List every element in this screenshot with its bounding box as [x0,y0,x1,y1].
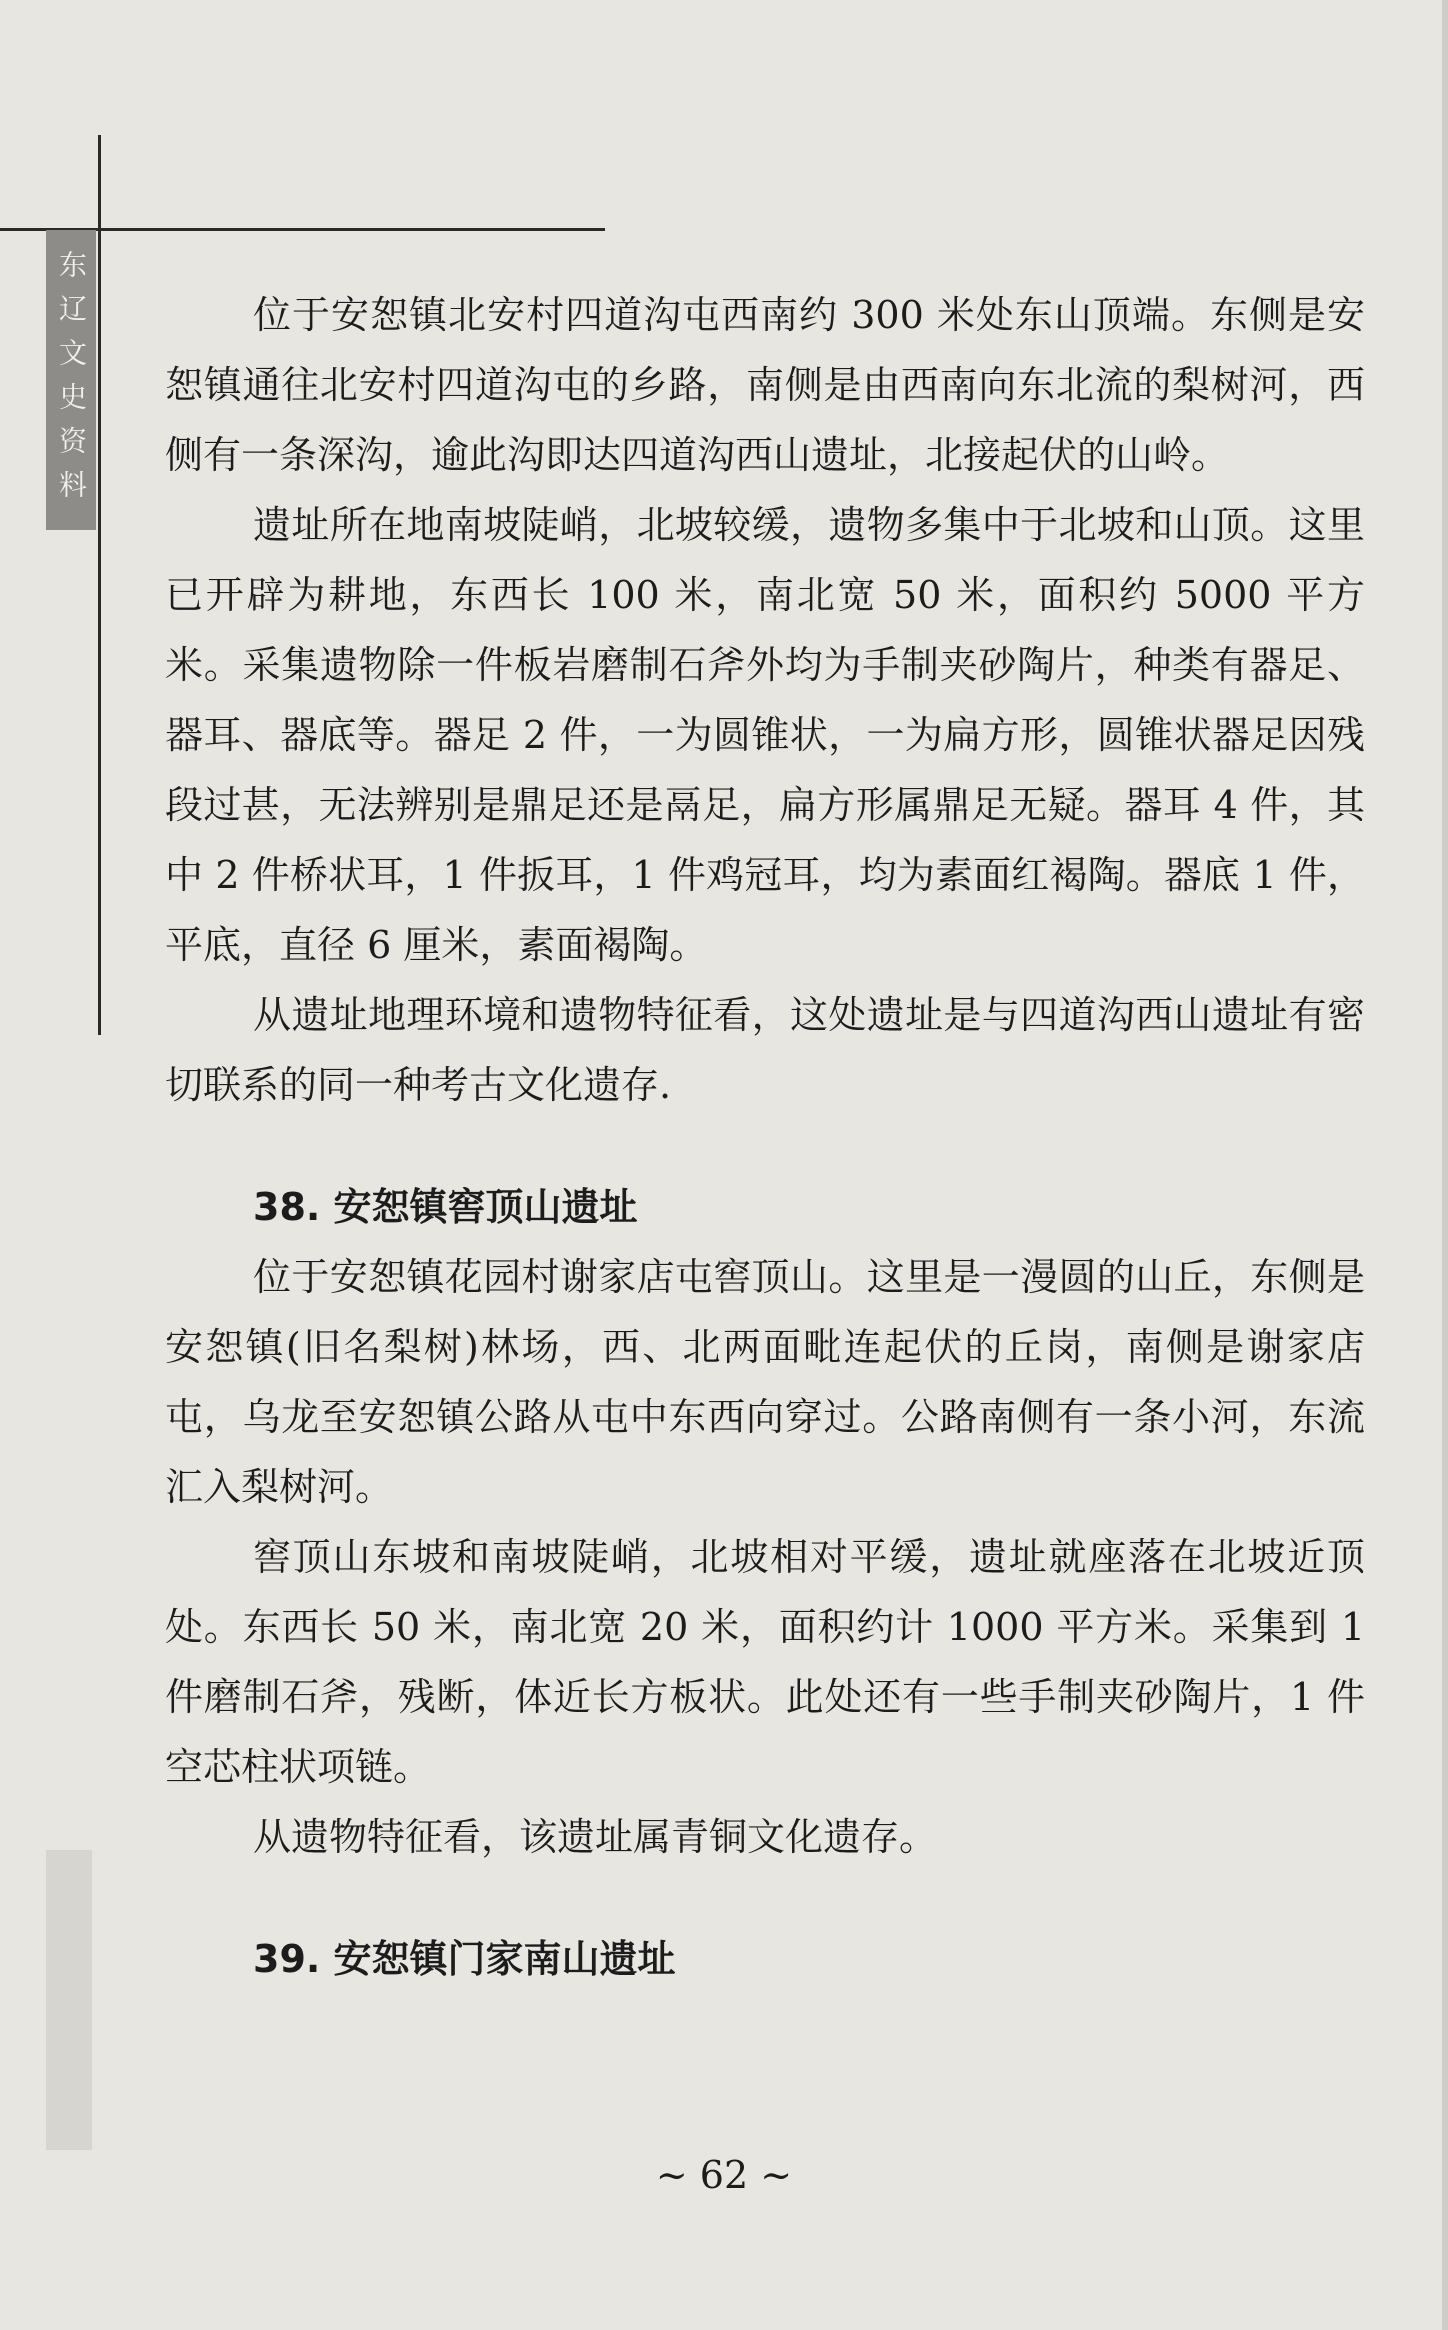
page-edge [1442,0,1448,2330]
side-tab-label: 东辽文史资料 [55,250,88,514]
side-tab [46,230,96,530]
paragraph-1: 位于安恕镇北安村四道沟屯西南约 300 米处东山顶端。东侧是安恕镇通往北安村四道沟屯的乡路，南侧是由西南向东北流的梨树河，西侧有一条深沟，逾此沟即达四道沟西山遗址，北接起伏的山岭。 [165,293,1365,477]
page-number: ~ 62 ~ [655,2153,793,2197]
paragraph-2: 遗址所在地南坡陡峭，北坡较缓，遗物多集中于北坡和山顶。这里已开辟为耕地，东西长 100 米，南北宽 50 米，面积约 5000 平方米。采集遗物除一件板岩磨制石斧外均为手制夹砂陶片，种类有器足、器耳、器底等。器足 2 件，一为圆锥状，一为扁方形，圆锥状器足因残段过甚，无法辨别是鼎足还是鬲足，扁方形属鼎足无疑。器耳 4 件，其中 2 件桥状耳，1 件扳耳，1 件鸡冠耳，均为素面红褐陶。器底 1 件，平底，直径 6 厘米，素面褐陶。 [165,503,1365,967]
margin-vertical-rule [98,135,101,1035]
page-body [165,280,1365,1994]
section-gap [165,1120,1365,1172]
paragraph-4: 位于安恕镇花园村谢家店屯窖顶山。这里是一漫圆的山丘，东侧是安恕镇(旧名梨树)林场，西、北两面毗连起伏的丘岗，南侧是谢家店屯，乌龙至安恕镇公路从屯中东西向穿过。公路南侧有一条小河，东流汇入梨树河。 [165,1255,1365,1509]
bleed-through-tab [46,1850,92,2150]
section-heading-38: 38. 安恕镇窖顶山遗址 [253,1185,638,1229]
paragraph-3: 从遗址地理环境和遗物特征看，这处遗址是与四道沟西山遗址有密切联系的同一种考古文化遗存. [165,993,1365,1107]
section-gap [165,1872,1365,1924]
section-heading-39: 39. 安恕镇门家南山遗址 [253,1937,676,1981]
paragraph-6: 从遗物特征看，该遗址属青铜文化遗存。 [253,1815,938,1859]
paragraph-5: 窖顶山东坡和南坡陡峭，北坡相对平缓，遗址就座落在北坡近顶处。东西长 50 米，南北宽 20 米，面积约计 1000 平方米。采集到 1 件磨制石斧，残断，体近长方板状。此处还有一些手制夹砂陶片，1 件空芯柱状项链。 [165,1535,1365,1789]
